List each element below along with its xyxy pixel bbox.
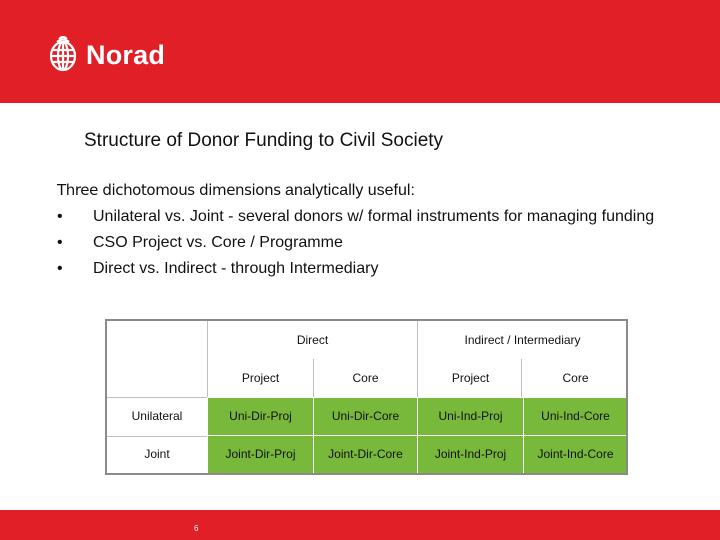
grid-divider (417, 321, 418, 397)
sub-header-cell: Project (208, 359, 314, 397)
matrix-cell: Uni-Ind-Core (524, 397, 628, 435)
sub-header-cell: Core (314, 359, 418, 397)
matrix-cell: Uni-Dir-Proj (208, 397, 314, 435)
row-header-cell: Joint (107, 435, 208, 473)
slide-title: Structure of Donor Funding to Civil Society (84, 130, 444, 151)
matrix-cell: Joint-Ind-Core (524, 435, 628, 473)
empty-corner-cell (107, 359, 208, 397)
bullet-marker: • (57, 260, 63, 277)
sub-header-cell: Project (418, 359, 524, 397)
brand-name: Norad (86, 39, 166, 70)
matrix-cell: Joint-Ind-Proj (418, 435, 524, 473)
bullet-text: Unilateral vs. Joint - several donors w/ formal instruments for managing funding (93, 208, 655, 225)
table-row (107, 397, 628, 435)
matrix-cell: Uni-Ind-Proj (418, 397, 524, 435)
intro-line (57, 181, 415, 200)
table-row (107, 435, 628, 473)
grid-divider (107, 436, 207, 437)
matrix-cell: Uni-Dir-Core (314, 397, 418, 435)
grid-divider (207, 321, 208, 397)
group-header-indirect: Indirect / Intermediary (418, 321, 628, 359)
intro-rest: analytically useful: (280, 182, 415, 199)
bullet-list (57, 206, 657, 284)
bullet-marker: • (57, 208, 63, 225)
intro-lead: Three dichotomous dimensions (57, 181, 281, 199)
bullet-text: CSO Project vs. Core / Programme (93, 234, 343, 251)
grid-divider (313, 359, 314, 397)
globe-icon (48, 36, 78, 74)
bullet-marker: • (57, 234, 63, 251)
footer-bar (0, 510, 720, 540)
norad-logo (48, 36, 165, 74)
page-number: 6 (194, 524, 199, 533)
grid-divider (521, 359, 522, 397)
table-row (107, 359, 628, 397)
list-item (57, 232, 657, 253)
table-row (107, 321, 628, 359)
bullet-text: Direct vs. Indirect - through Intermediary (93, 260, 379, 277)
row-header-cell: Unilateral (107, 397, 208, 435)
grid-divider (107, 397, 207, 398)
empty-corner-cell (107, 321, 208, 359)
list-item (57, 258, 657, 279)
list-item (57, 206, 657, 227)
matrix-cell: Joint-Dir-Core (314, 435, 418, 473)
group-header-direct: Direct (208, 321, 418, 359)
header-bar (0, 0, 720, 103)
matrix-cell: Joint-Dir-Proj (208, 435, 314, 473)
sub-header-cell: Core (524, 359, 628, 397)
